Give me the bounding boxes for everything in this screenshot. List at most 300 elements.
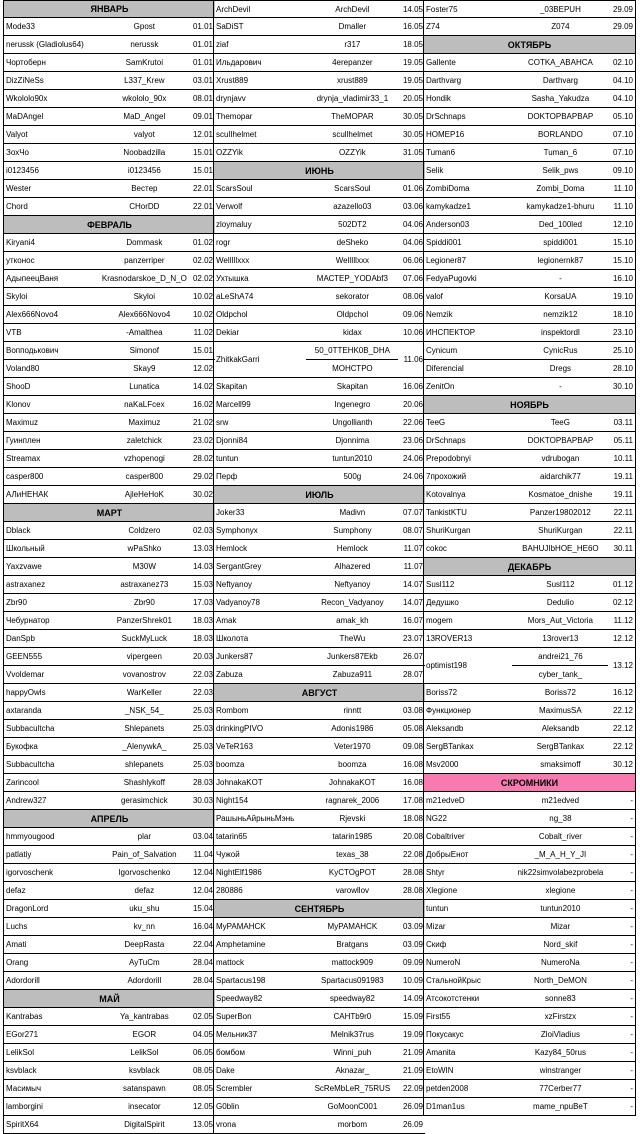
table-row (214, 306, 425, 324)
site-nickname: _NSK_54_ (124, 706, 164, 715)
table-row (424, 108, 635, 126)
table-row (4, 288, 215, 306)
table-row (214, 0, 425, 18)
table-row (4, 306, 215, 324)
site-nickname: Oldpchol (336, 310, 369, 319)
table-row (4, 630, 215, 648)
site-nickname: valyot (133, 130, 155, 139)
game-nickname: Dblack (6, 526, 31, 535)
site-nickname: sekorator (335, 292, 370, 301)
table-row (214, 846, 425, 864)
game-nickname: СтальнойКрыс (426, 976, 481, 985)
birth-date: 21.09 (402, 1048, 423, 1057)
game-nickname: Amak (216, 616, 237, 625)
site-nickname: Susl112 (546, 580, 575, 589)
birth-date: 29.02 (192, 472, 214, 481)
table-row (424, 180, 635, 198)
birth-date: 30.11 (613, 544, 633, 553)
site-nickname: Maximuz (128, 418, 161, 427)
site-nickname: ksvblack (128, 1066, 160, 1075)
game-nickname: ksvblack (6, 1066, 37, 1075)
game-nickname: Luchs (6, 922, 28, 931)
table-row (424, 684, 635, 702)
site-nickname: CynicRus (543, 346, 578, 355)
birth-date: 01.01 (192, 40, 214, 49)
site-nickname: Nord_skif (543, 940, 578, 949)
birth-date: 15.10 (612, 256, 633, 265)
birth-date: 13.12 (612, 661, 633, 670)
birth-date: 22.03 (192, 688, 214, 697)
table-column (423, 0, 636, 1116)
site-nickname (306, 342, 398, 377)
site-nickname: Mors_Aut_Victoria (527, 616, 593, 625)
game-nickname: Скиф (426, 940, 447, 949)
table-row (424, 468, 635, 486)
site-nickname: mame_npuBeT (533, 1102, 588, 1111)
site-nickname: tuntun2010 (540, 904, 581, 913)
game-nickname: Andrew327 (6, 796, 47, 805)
site-nickname: wPaShko (127, 544, 162, 553)
site-nickname: ragnarek_2006 (325, 796, 380, 805)
birth-date: - (630, 796, 633, 805)
site-nickname: ScarsSoul (334, 184, 371, 193)
game-nickname: Themopar (216, 112, 253, 121)
game-nickname: Orang (6, 958, 29, 967)
game-nickname: Kantrabas (6, 1012, 43, 1021)
site-nickname: Ded_100led (538, 220, 582, 229)
birth-date: 22.09 (402, 1084, 423, 1093)
month-header: АВГУСТ (214, 684, 425, 702)
birth-date: - (630, 940, 633, 949)
birth-date: 29.09 (612, 22, 633, 31)
game-nickname: Мельник37 (216, 1030, 258, 1039)
table-row (4, 756, 215, 774)
birth-date: 08.05 (192, 1084, 214, 1093)
birth-date: 19.05 (402, 58, 423, 67)
birth-date: 12.01 (192, 130, 214, 139)
game-nickname: Атсокотстенки (426, 994, 480, 1003)
game-nickname: MaDAngel (6, 112, 44, 121)
table-row (424, 72, 635, 90)
site-nickname: vzhopenogi (123, 454, 165, 463)
table-row (214, 954, 425, 972)
birth-date: 11.06 (403, 355, 423, 364)
site-nickname: zaletchick (126, 436, 162, 445)
birth-date: 26.07 (402, 652, 423, 661)
birth-date: 18.10 (612, 310, 633, 319)
game-nickname: casper800 (6, 472, 44, 481)
game-nickname: mattock (216, 958, 245, 967)
birth-date: 25.03 (192, 742, 214, 751)
game-nickname: DanSpb (6, 634, 35, 643)
site-nickname: 500g (343, 472, 362, 481)
table-row (4, 432, 215, 450)
table-row (4, 900, 215, 918)
site-nickname: wkololo_90x (122, 94, 167, 103)
month-header: ОКТЯБРЬ (424, 36, 635, 54)
birth-date: 09.09 (402, 958, 423, 967)
site-nickname: Ingenegro (334, 400, 371, 409)
table-row (4, 828, 215, 846)
site-nickname: KyCTOgPOT (328, 868, 376, 877)
game-nickname: Покусакус (426, 1030, 464, 1039)
table-row (214, 648, 425, 666)
birth-date: 28.07 (402, 670, 423, 679)
game-nickname: Cobaltriver (426, 832, 465, 841)
birth-date: 15.03 (192, 580, 214, 589)
site-nickname: AyTuCm (129, 958, 160, 967)
table-row (424, 216, 635, 234)
game-nickname: TankistKTU (426, 508, 467, 517)
birth-date: 22.04 (192, 940, 214, 949)
game-nickname: EtoWIN (426, 1066, 454, 1075)
birth-date: 18.08 (402, 814, 423, 823)
birth-date: 03.08 (402, 706, 423, 715)
site-nickname: DOKTOPBAPBAP (527, 436, 594, 445)
game-nickname: D1man1us (426, 1102, 465, 1111)
birth-date: 14.07 (402, 580, 423, 589)
birth-date: 09.01 (192, 112, 214, 121)
site-nickname: Winni_puh (333, 1048, 372, 1057)
table-row (214, 882, 425, 900)
site-nickname: Tuman_6 (543, 148, 578, 157)
table-row (4, 198, 215, 216)
game-nickname: Kotovalnya (426, 490, 466, 499)
birth-date: 21.02 (192, 418, 214, 427)
game-nickname: Verwolf (216, 202, 243, 211)
game-nickname: Дедушко (426, 598, 459, 607)
site-nickname: varowllov (335, 886, 370, 895)
birth-date: - (630, 1012, 633, 1021)
site-nickname: aidarchik77 (539, 472, 581, 481)
game-nickname: defaz (6, 886, 26, 895)
game-nickname: Alex666Novo4 (6, 310, 59, 319)
birth-date: 06.06 (402, 256, 423, 265)
table-row (214, 774, 425, 792)
table-row (214, 504, 425, 522)
game-nickname: NightElf1986 (216, 868, 262, 877)
site-nickname: Alex666Novo4 (118, 310, 171, 319)
site-nickname: naKaLFcex (124, 400, 165, 409)
table-row (4, 666, 215, 684)
game-nickname: m21edveD (426, 796, 465, 805)
site-nickname: Ya_kantrabas (119, 1012, 169, 1021)
birth-date: 23.07 (402, 634, 423, 643)
month-header: ФЕВРАЛЬ (4, 216, 215, 234)
birth-date: 24.06 (402, 472, 423, 481)
birth-date: 19.09 (402, 1030, 423, 1039)
site-nickname: m21edved (541, 796, 580, 805)
game-nickname: aLeShA74 (216, 292, 254, 301)
site-nickname: deSheko (336, 238, 369, 247)
game-nickname: ZenitOn (426, 382, 455, 391)
site-nickname: inspektordl (541, 328, 580, 337)
game-nickname: boomza (216, 760, 245, 769)
table-row (214, 576, 425, 594)
birth-date: 25.03 (192, 760, 214, 769)
game-nickname: Школьный (6, 544, 45, 553)
site-nickname: defaz (134, 886, 155, 895)
site-nickname: Selik_pws (542, 166, 579, 175)
table-row (424, 54, 635, 72)
table-row (424, 270, 635, 288)
site-nickname: satanspawn (122, 1084, 166, 1093)
birth-date: - (630, 922, 633, 931)
birth-date: 19.10 (612, 292, 633, 301)
game-nickname: i0123456 (6, 166, 39, 175)
birth-date: 25.10 (612, 346, 633, 355)
game-nickname: Масимыч (6, 1084, 42, 1093)
game-nickname: 7прохожий (426, 472, 467, 481)
game-nickname: Marcell99 (216, 400, 251, 409)
game-nickname: Гуинплен (6, 436, 41, 445)
table-row (214, 702, 425, 720)
birth-date: 26.09 (402, 1120, 423, 1129)
month-header: МАЙ (4, 990, 215, 1008)
game-nickname: astraxanez (6, 580, 46, 589)
site-nickname: ng_38 (549, 814, 572, 823)
table-row (424, 792, 635, 810)
game-nickname: JohnakaKOT (216, 778, 263, 787)
site-nickname: Bratgans (336, 940, 369, 949)
table-row (214, 1008, 425, 1026)
site-nickname: Darthvarg (542, 76, 578, 85)
game-nickname: G0blin (216, 1102, 240, 1111)
game-nickname: NumeroN (426, 958, 461, 967)
game-nickname: Legioner87 (426, 256, 467, 265)
birth-date: 01.01 (192, 22, 214, 31)
site-nickname: morbom (337, 1120, 368, 1129)
game-nickname: VTB (6, 328, 22, 337)
game-nickname: petden2008 (426, 1084, 469, 1093)
site-nickname: kv_nn (133, 922, 156, 931)
table-row (424, 432, 635, 450)
table-row (4, 180, 215, 198)
table-row (424, 594, 635, 612)
table-row (214, 864, 425, 882)
game-nickname: Anderson03 (426, 220, 470, 229)
birth-date: 22.12 (612, 742, 633, 751)
table-row (424, 738, 635, 756)
site-nickname: rinntt (343, 706, 362, 715)
birth-date: 31.05 (402, 148, 423, 157)
site-nickname: panzerriper (124, 256, 165, 265)
game-nickname: Adordorill (6, 976, 40, 985)
birth-date: 15.10 (612, 238, 633, 247)
birth-date: 14.07 (402, 598, 423, 607)
site-nickname: texas_38 (336, 850, 369, 859)
site-nickname: Shashlykoff (123, 778, 165, 787)
table-row (214, 144, 425, 162)
table-row (4, 882, 215, 900)
game-nickname: Dekiar (216, 328, 240, 337)
birth-date: 14.05 (402, 4, 423, 14)
site-nickname: Madivn (339, 508, 366, 517)
game-nickname: ScarsSoul (216, 184, 253, 193)
site-nickname: Dregs (549, 364, 572, 373)
table-row (214, 972, 425, 990)
game-nickname: Wkololo90x (6, 94, 48, 103)
site-nickname: Noobadzilla (123, 148, 166, 157)
table-row (424, 990, 635, 1008)
birth-date: 11.10 (613, 202, 633, 211)
birth-date: 24.06 (402, 454, 423, 463)
table-row (4, 378, 215, 396)
table-row (424, 576, 635, 594)
site-nickname: 13rover13 (542, 634, 579, 643)
birth-date: 18.05 (402, 40, 423, 49)
birth-date: 10.11 (613, 454, 633, 463)
table-row (214, 414, 425, 432)
birth-date: 02.02 (192, 256, 214, 265)
game-nickname: First55 (426, 1012, 451, 1021)
game-nickname: Xlegione (426, 886, 458, 895)
birth-date: 11.07 (403, 562, 423, 571)
table-row (424, 18, 635, 36)
game-nickname: Букофка (6, 742, 38, 751)
game-nickname: Voland80 (6, 364, 40, 373)
birth-date: 03.06 (402, 202, 423, 211)
birth-date: 08.01 (192, 94, 214, 103)
game-nickname: happyOwls (6, 688, 46, 697)
site-nickname: МАСТЕР_YODAbf3 (316, 274, 388, 283)
game-nickname: бомбом (216, 1048, 245, 1057)
table-row (424, 450, 635, 468)
site-nickname: Skapitan (336, 382, 368, 391)
table-row (4, 972, 215, 990)
table-row (214, 180, 425, 198)
game-nickname: Mode33 (6, 22, 35, 31)
site-nickname: spiddi001 (543, 238, 578, 247)
game-nickname: утконос (6, 256, 35, 265)
game-nickname: Foster75 (426, 4, 458, 14)
table-row (424, 720, 635, 738)
table-column (213, 0, 425, 1134)
game-nickname: tuntun (426, 904, 449, 913)
site-nickname: _AlenywkA_ (122, 742, 167, 751)
table-row (214, 522, 425, 540)
game-nickname: Subbacultcha (6, 760, 55, 769)
game-nickname: patlatiy (6, 850, 32, 859)
site-nickname: Igorvoschenko (118, 868, 171, 877)
birth-date: - (630, 814, 633, 823)
table-row (214, 270, 425, 288)
site-nickname: Recon_Vadyanoy (321, 598, 384, 607)
table-row (424, 414, 635, 432)
table-row (424, 1044, 635, 1062)
table-row (214, 1080, 425, 1098)
game-nickname: Zabuza (216, 670, 243, 679)
birth-date: 30.05 (402, 130, 423, 139)
game-nickname: Oldpchol (216, 310, 248, 319)
game-nickname: Aleksandb (426, 724, 464, 733)
game-nickname: srw (216, 418, 229, 427)
table-row (214, 18, 425, 36)
table-row (214, 108, 425, 126)
site-nickname: EGOR (132, 1030, 157, 1039)
game-nickname: LelikSol (6, 1048, 35, 1057)
table-row (214, 1026, 425, 1044)
table-row (4, 954, 215, 972)
birth-date: - (630, 994, 633, 1003)
birth-date: 17.03 (192, 598, 214, 607)
game-nickname: MyPAMAHCK (216, 922, 266, 931)
birth-date: 11.04 (193, 850, 214, 859)
site-nickname: OZZYik (338, 148, 366, 157)
birth-date: 07.10 (612, 130, 633, 139)
site-nickname: shlepanets (124, 760, 164, 769)
site-nickname: AjleHeHoK (124, 490, 164, 499)
table-row (424, 360, 635, 378)
table-row (214, 468, 425, 486)
site-nickname: sonne83 (545, 994, 576, 1003)
table-row (424, 936, 635, 954)
game-nickname: Ухтышка (216, 274, 249, 283)
table-row (424, 972, 635, 990)
site-nickname: legionernk87 (537, 256, 584, 265)
site-nickname: ShuriKurgan (538, 526, 583, 535)
site-nickname: scullhelmet (332, 130, 373, 139)
site-nickname: Melnik37rus (330, 1030, 374, 1039)
game-nickname: ArchDevil (216, 4, 251, 14)
birth-date: 28.04 (192, 958, 214, 967)
birth-date: 02.03 (192, 526, 214, 535)
game-nickname: kamykadze1 (426, 202, 471, 211)
game-nickname: drinkingPIVO (216, 724, 264, 733)
birth-date: 22.06 (402, 418, 423, 427)
birth-date: 14.09 (402, 994, 423, 1003)
game-nickname: DrSchnaps (426, 436, 466, 445)
site-nickname: Gpost (133, 22, 155, 31)
table-row (214, 216, 425, 234)
site-nickname: DOKTOPBAPBAP (527, 112, 594, 121)
birth-date: 05.11 (613, 436, 633, 445)
game-nickname: Hondik (426, 94, 451, 103)
table-row (424, 1026, 635, 1044)
month-header: ИЮЛЬ (214, 486, 425, 504)
birth-date: 13.05 (192, 1120, 214, 1129)
table-row (214, 72, 425, 90)
game-nickname: Joker33 (216, 508, 245, 517)
table-row (424, 954, 635, 972)
site-nickname: COTKA_ABAHCA (527, 58, 593, 67)
table-row (4, 270, 215, 288)
birth-date: 07.10 (612, 148, 633, 157)
table-row (214, 990, 425, 1008)
game-nickname: ShooD (6, 382, 31, 391)
game-nickname: SergantGrey (216, 562, 262, 571)
game-nickname: Перф (216, 472, 238, 481)
site-nickname-line: МОНСТРО (332, 364, 373, 373)
site-nickname: Dmaller (338, 22, 367, 31)
birth-date: 04.06 (402, 238, 423, 247)
table-row (424, 1098, 635, 1116)
table-row (4, 558, 215, 576)
game-nickname: SaDiST (216, 22, 244, 31)
game-nickname: Rombom (216, 706, 249, 715)
game-nickname: hmmyougood (6, 832, 55, 841)
table-row (214, 450, 425, 468)
site-nickname: Djonnima (335, 436, 370, 445)
site-nickname: Skyloi (133, 292, 155, 301)
birth-date: 05.08 (402, 724, 423, 733)
site-nickname: Shlepanets (124, 724, 165, 733)
birth-date: 23.02 (192, 436, 214, 445)
birth-date: 21.09 (402, 1066, 423, 1075)
table-row (4, 18, 215, 36)
table-row (4, 720, 215, 738)
site-nickname: mattock909 (331, 958, 374, 967)
